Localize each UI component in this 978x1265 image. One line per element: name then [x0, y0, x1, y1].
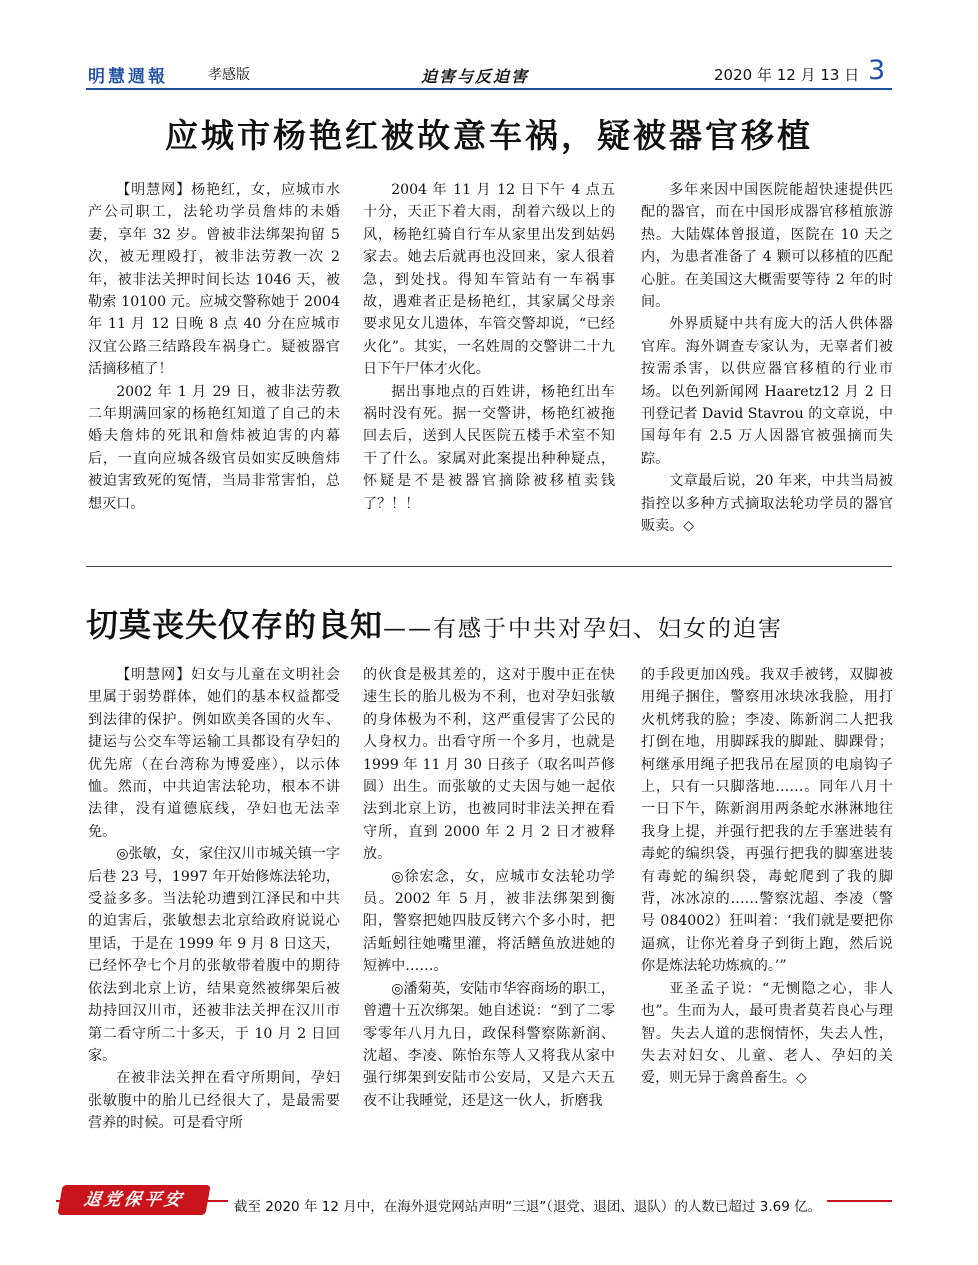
article2-paragraph: ◎徐宏念，女，应城市女法轮功学员。2002 年 5 月，被非法绑架到衡阳，警察把她四肢反铐六个多小时，把活蚯蚓往她嘴里灌，将活鳝鱼放进她的短裤中……。 [363, 868, 615, 975]
article1-column-1 [88, 179, 340, 515]
article1-paragraph: 据出事地点的百姓讲，杨艳红出车祸时没有死。据一交警讲，杨艳红被拖回去后，送到人民医院五楼手术室不知干了什么。家属对此案提出种种疑点，怀疑是不是被器官摘除被移植卖钱了？！！ [363, 383, 615, 512]
article-divider [86, 566, 892, 567]
masthead-rule [86, 88, 892, 90]
article2-column-2 [363, 664, 615, 1112]
article2-title: 切莫丧失仅存的良知 [86, 606, 384, 644]
article2-paragraph: 的伙食是极其差的，这对于腹中正在快速生长的胎儿极为不利，也对孕妇张敏的身体极为不利，这严重侵害了公民的人身权力。出看守所一个多月，也就是 1999 年 11 月 30 日孩子（取名叫芦修圆）出生。而张敏的丈夫因与她一起依法到北京上访，也被同时非法关押在看守所，直到 2000 年 2 月 2 日才被释放。 [363, 667, 615, 863]
article1-column-2 [363, 179, 615, 515]
article2-subtitle: ——有感于中共对孕妇、妇女的迫害 [383, 616, 784, 642]
article2-paragraph: 【明慧网】妇女与儿童在文明社会里属于弱势群体，她们的基本权益都受到法律的保护。例如欧美各国的火车、捷运与公交车等运输工具都设有孕妇的优先席（在台湾称为博爱座），以示体恤。然而，中共迫害法轮功，根本不讲法律，没有道德底线，孕妇也无法幸免。 [88, 667, 340, 840]
article1-paragraph: 外界质疑中共有庞大的活人供体器官库。海外调查专家认为，无辜者们被按需杀害，以供应器官移植的行业市场。以色列新闻网 Haaretz12 月 2 日刊登记者 David Stavrou 的文章说，中国每年有 2.5 万人因器官被强摘而失踪。 [641, 316, 893, 467]
article1-paragraph: 文章最后说，20 年来，中共当局被指控以多种方式摘取法轮功学员的器官贩卖。◇ [641, 473, 893, 535]
article2-column-1 [88, 664, 340, 1135]
article1-paragraph: 2002 年 1 月 29 日，被非法劳教二年期满回家的杨艳红知道了自己的未婚夫詹炜的死讯和詹炜被迫害的内幕后，一直向应城各级官员如实反映詹炜被迫害致死的冤情，当局非常害怕，总想灭口。 [88, 383, 340, 512]
article2-column-3 [641, 664, 893, 1090]
page-number: 3 [868, 55, 886, 86]
article1-paragraph: 2004 年 11 月 12 日下午 4 点五十分，天正下着大雨，刮着六级以上的风，杨艳红骑自行车从家里出发到姑妈家去。她去后就再也没回来，家人很着急，到处找。得知车管站有一车祸事故，遇难者正是杨艳红，其家属父母亲要求见女儿遗体，车管交警却说，“已经火化”。其实，一名姓周的交警讲二十九日下午尸体才火化。 [363, 182, 615, 378]
article2-paragraph: 的手段更加凶残。我双手被铐，双脚被用绳子捆住，警察用冰块冰我脸，用打火机烤我的脸；李凌、陈新润二人把我打倒在地，用脚踩我的脚趾、脚踝骨；柯继承用绳子把我吊在屋顶的电扇钩子上，只有一只脚落地……。同年八月十一日下午，陈新润用两条蛇水淋淋地往我身上提，并强行把我的左手塞进装有毒蛇的编织袋，再强行把我的脚塞进装有毒蛇的编织袋，毒蛇爬到了我的脚背，冰冰凉的……警察沈超、李凌（警号 084002）狂叫着：‘我们就是要把你逼疯，让你光着身子到街上跑，然后说你是炼法轮功炼疯的。’” [641, 667, 893, 975]
article2-headline [86, 600, 892, 646]
article2-paragraph: ◎潘菊英，安陆市华容商场的职工，曾遭十五次绑架。她自述说：“到了二零零零年八月九日，政保科警察陈新润、沈超、李凌、陈怡东等人又将我从家中强行绑架到安陆市公安局，又是六天五夜不让我睡觉，还是这一伙人，折磨我 [363, 980, 615, 1109]
section-title: 迫害与反迫害 [421, 67, 530, 86]
article1-headline: 应城市杨艳红被故意车祸，疑被器官移植 [165, 116, 813, 155]
masthead [86, 55, 892, 91]
article2-paragraph: ◎张敏，女，家住汉川市城关镇一字后巷 23 号，1997 年开始修炼法轮功，受益多多。当法轮功遭到江泽民和中共的迫害后，张敏想去北京给政府说说心里话，于是在 1999 年 9 月 8 日这天，已经怀孕七个月的张敏带着腹中的期待依法到北京上访，结果竟然被绑架后被劫持回汉川市，还被非法关押在汉川市第二看守所二十多天，于 10 月 2 日回家。 [88, 846, 340, 1064]
paper-name: 明慧週報 [88, 67, 168, 87]
article1-paragraph: 【明慧网】杨艳红，女，应城市水产公司职工，法轮功学员詹炜的未婚妻，享年 32 岁。曾被非法绑架拘留 5 次，被无理殴打，被非法劳教一次 2 年，被非法关押时间长达 1046 天，被勒索 10100 元。应城交警称她于 2004 年 11 月 12 日晚 8 点 40 分在应城市汉宜公路三结路段车祸身亡。疑被器官活摘移植了！ [88, 182, 340, 378]
edition-label: 孝感版 [208, 67, 250, 83]
footer-badge: 退党保平安 [57, 1185, 210, 1215]
issue-date: 2020 年 12 月 13 日 [714, 66, 860, 84]
article1-paragraph: 多年来因中国医院能超快速提供匹配的器官，而在中国形成器官移植旅游热。大陆媒体曾报道，医院在 10 天之内，为患者准备了 4 颗可以移植的匹配心脏。在美国这大概需要等待 2 年的时间。 [641, 182, 893, 311]
footer-text: 截至 2020 年 12 月中，在海外退党网站声明“三退”（退党、退团、退队）的人数已超过 3.69 亿。 [228, 1195, 827, 1215]
article2-paragraph: 亚圣孟子说：“无恻隐之心，非人也”。生而为人，最可贵者莫若良心与理智。失去人道的悲悯情怀，失去人性，失去对妇女、儿童、老人、孕妇的关爱，则无异于禽兽畜生。◇ [641, 980, 893, 1087]
article2-paragraph: 在被非法关押在看守所期间，孕妇张敏腹中的胎儿已经很大了，是最需要营养的时候。可是看守所 [88, 1070, 340, 1132]
footer-banner [56, 1183, 892, 1219]
article1-column-3 [641, 179, 893, 538]
